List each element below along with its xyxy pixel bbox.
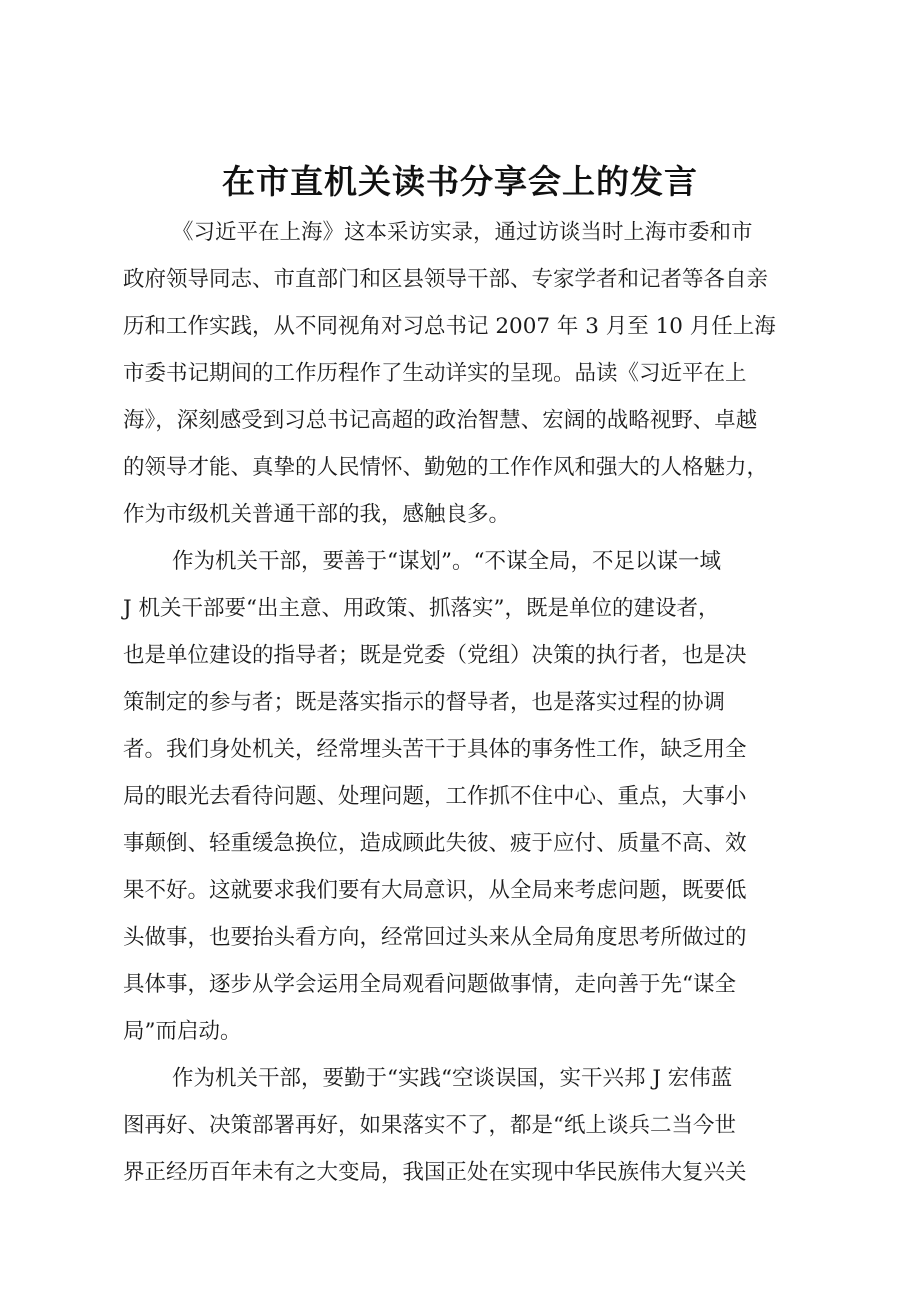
paragraph-2-line-1: 作为机关干部，要善于“谋划”。“不谋全局，不足以谋一域 [172, 549, 721, 574]
paragraph-2-line-7: 事颠倒、轻重缓急换位，造成顾此失彼、疲于应付、质量不高、效 [123, 831, 747, 856]
paragraph-2-line-11: 局”而启动。 [123, 1019, 242, 1044]
paragraph-2-line-9: 头做事，也要抬头看方向，经常回过头来从全局角度思考所做过的 [123, 925, 747, 950]
paragraph-2-line-2: J 机关干部要“出主意、用政策、抓落实”，既是单位的建设者， [123, 596, 720, 621]
paragraph-1-line-5: 海》，深刻感受到习总书记高超的政治智慧、宏阔的战略视野、卓越 [123, 408, 758, 433]
paragraph-1-line-3: 历和工作实践，从不同视角对习总书记 2007 年 3 月至 10 月任上海 [123, 314, 776, 339]
paragraph-1-line-2: 政府领导同志、市直部门和区县领导干部、专家学者和记者等各自亲 [123, 267, 769, 292]
paragraph-1-line-7: 作为市级机关普通干部的我，感触良多。 [123, 502, 511, 527]
paragraph-1-line-4: 市委书记期间的工作历程作了生动详实的呈现。品读《习近平在上 [123, 361, 747, 386]
paragraph-2-line-4: 策制定的参与者；既是落实指示的督导者，也是落实过程的协调 [123, 690, 726, 715]
paragraph-2-line-8: 果不好。这就要求我们要有大局意识，从全局来考虑问题，既要低 [123, 878, 747, 903]
paragraph-2-line-6: 局的眼光去看待问题、处理问题，工作抓不住中心、重点，大事小 [123, 784, 747, 809]
paragraph-3-line-1: 作为机关干部，要勤于“实践“空谈误国，实干兴邦 J 宏伟蓝 [172, 1066, 733, 1091]
paragraph-3-line-2: 图再好、决策部署再好，如果落实不了，都是“纸上谈兵二当今世 [123, 1113, 736, 1138]
paragraph-2-line-3: 也是单位建设的指导者；既是党委（党组）决策的执行者，也是决 [123, 643, 747, 668]
document-title: 在市直机关读书分享会上的发言 [222, 162, 698, 201]
paragraph-2-line-5: 者。我们身处机关，经常埋头苦干于具体的事务性工作，缺乏用全 [123, 737, 747, 762]
paragraph-1-line-1: 《习近平在上海》这本采访实录，通过访谈当时上海市委和市 [172, 220, 753, 245]
paragraph-1-line-6: 的领导才能、真挚的人民情怀、勤勉的工作作风和强大的人格魅力， [123, 455, 769, 480]
paragraph-2-line-10: 具体事，逐步从学会运用全局观看问题做事情，走向善于先“谋全 [123, 972, 736, 997]
paragraph-3-line-3: 界正经历百年未有之大变局，我国正处在实现中华民族伟大复兴关 [123, 1160, 747, 1185]
